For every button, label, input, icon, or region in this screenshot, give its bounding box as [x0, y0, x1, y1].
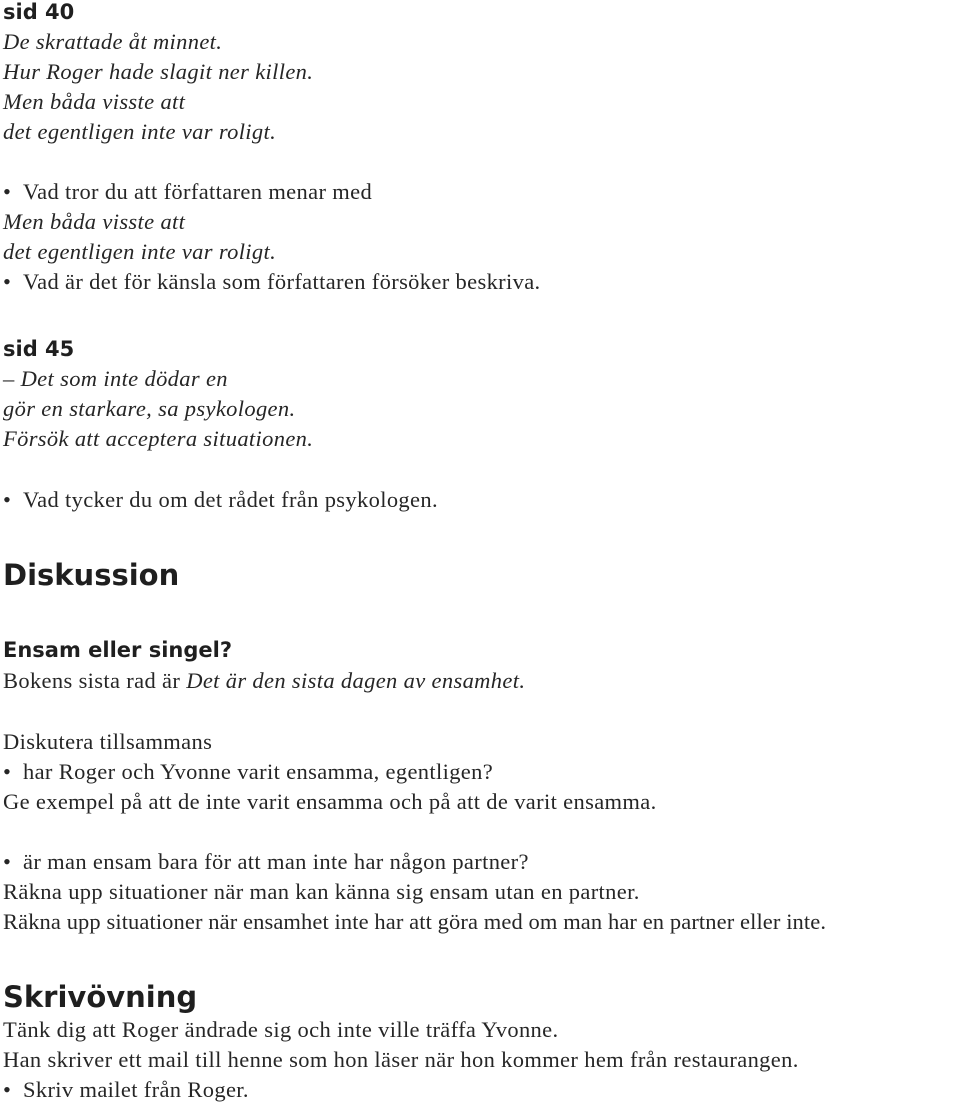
task-text: Skriv mailet från Roger. [23, 1077, 249, 1102]
heading-sid-45: sid 45 [3, 337, 75, 361]
question-text: är man ensam bara för att man inte har någon partner? [23, 849, 529, 874]
question-text: Vad tycker du om det rådet från psykologen. [23, 487, 438, 512]
quote-line: – Det som inte dödar en [3, 366, 228, 391]
question-text: har Roger och Yvonne varit ensamma, egentligen? [23, 759, 494, 784]
question-item [3, 485, 438, 515]
question-item [3, 847, 529, 877]
question-item [3, 757, 493, 787]
question-item [3, 267, 541, 297]
question-followup: Räkna upp situationer när ensamhet inte har att göra med om man har en partner eller inte. [3, 909, 827, 934]
question-item [3, 177, 372, 207]
question-text: Vad är det för känsla som författaren försöker beskriva. [23, 269, 541, 294]
question-text: Vad tror du att författaren menar med [23, 179, 373, 204]
question-followup: Ge exempel på att de inte varit ensamma och på att de varit ensamma. [3, 789, 657, 814]
writing-prompt-line: Tänk dig att Roger ändrade sig och inte ville träffa Yvonne. [3, 1017, 559, 1042]
heading-diskussion: Diskussion [3, 558, 180, 592]
heading-sid-40: sid 40 [3, 0, 75, 24]
intro-prefix: Bokens sista rad är [3, 668, 187, 693]
subheading-ensam-eller-singel: Ensam eller singel? [3, 638, 233, 662]
quote-line: Men båda visste att [3, 209, 186, 234]
heading-skrivovning: Skrivövning [3, 980, 198, 1014]
quote-line: Hur Roger hade slagit ner killen. [3, 59, 314, 84]
quote-line: Men båda visste att [3, 89, 186, 114]
bullet-icon: • [3, 1077, 12, 1102]
bullet-icon: • [3, 269, 12, 294]
quote-line: gör en starkare, sa psykologen. [3, 396, 296, 421]
bullet-icon: • [3, 849, 12, 874]
question-followup: Räkna upp situationer när man kan känna sig ensam utan en partner. [3, 879, 640, 904]
quote-line: Försök att acceptera situationen. [3, 426, 314, 451]
book-last-line: Det är den sista dagen av ensamhet. [186, 668, 526, 693]
discussion-intro [3, 666, 525, 696]
discuss-label: Diskutera tillsammans [3, 729, 213, 754]
bullet-icon: • [3, 487, 12, 512]
writing-task [3, 1075, 249, 1105]
writing-prompt-line: Han skriver ett mail till henne som hon läser när hon kommer hem från restaurangen. [3, 1047, 799, 1072]
quote-line: det egentligen inte var roligt. [3, 119, 277, 144]
quote-line: det egentligen inte var roligt. [3, 239, 277, 264]
bullet-icon: • [3, 759, 12, 784]
bullet-icon: • [3, 179, 12, 204]
quote-line: De skrattade åt minnet. [3, 29, 223, 54]
